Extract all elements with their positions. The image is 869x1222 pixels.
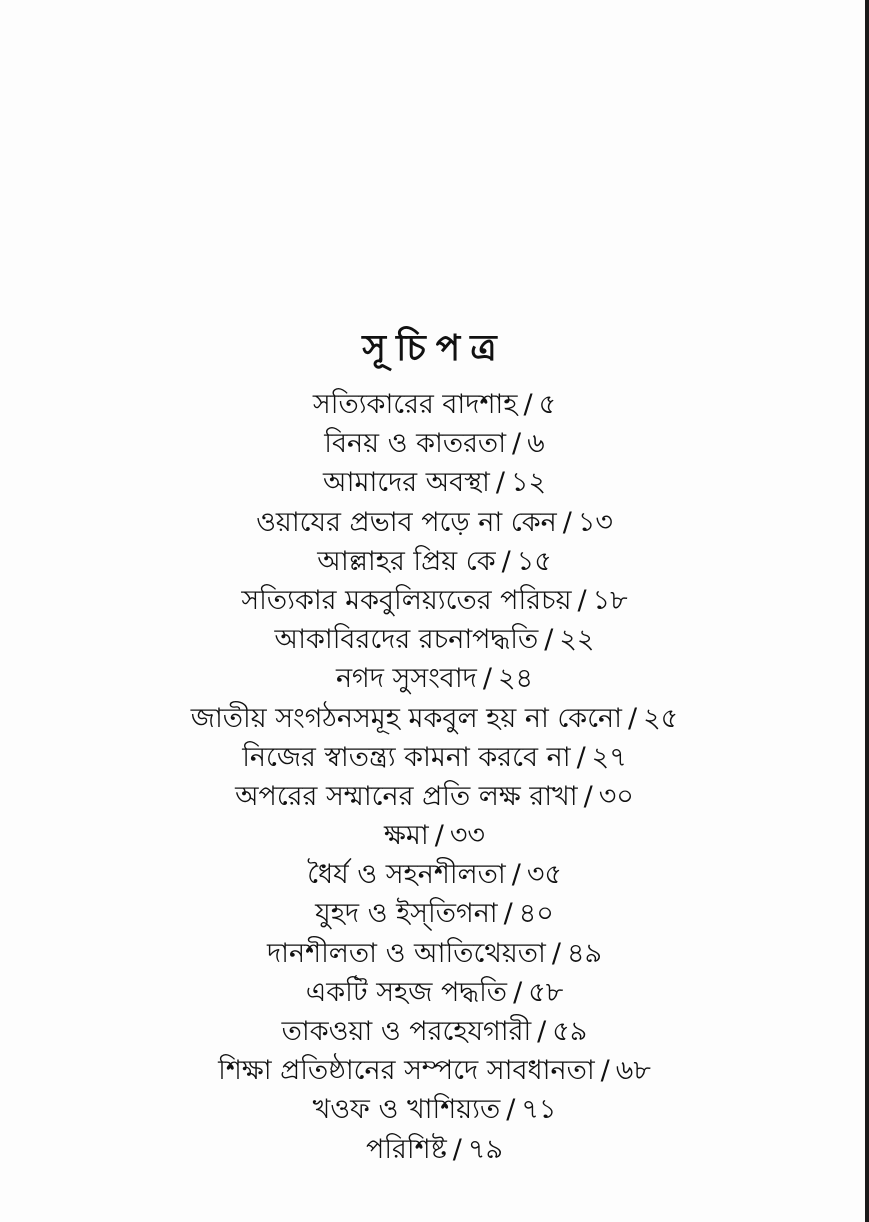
toc-entry-title: দানশীলতা ও আতিথেয়তা <box>266 937 546 969</box>
toc-entry <box>0 777 869 816</box>
toc-entry-page: ৫৮ <box>528 976 564 1008</box>
toc-entry <box>0 699 869 738</box>
toc-entry <box>0 738 869 777</box>
toc-entry-title: ধৈর্য ও সহনশীলতা <box>307 859 506 891</box>
toc-separator: / <box>452 1133 462 1165</box>
toc-entry-page: ৪৯ <box>566 937 603 969</box>
toc-entry <box>0 1130 869 1169</box>
toc-entry-title: সত্যিকারের বাদশাহ <box>312 389 518 420</box>
toc-entry-page: ২৫ <box>643 702 679 734</box>
toc-separator: / <box>512 428 522 460</box>
toc-separator: / <box>495 467 505 499</box>
toc-separator: / <box>583 780 593 812</box>
toc-separator: / <box>513 976 523 1008</box>
toc-entry <box>0 503 869 542</box>
toc-entry-page: ১৩ <box>577 506 613 538</box>
toc-entry <box>0 385 869 424</box>
toc-entry <box>0 855 869 894</box>
toc-separator: / <box>562 506 572 538</box>
toc-separator: / <box>600 1055 610 1087</box>
toc-entry <box>0 934 869 973</box>
toc-entry <box>0 1090 869 1129</box>
page-title: সূচিপত্র <box>362 328 507 370</box>
toc-entry-title: আকাবিরদের রচনাপদ্ধতি <box>274 624 539 656</box>
toc-entry-page: ১২ <box>510 467 547 499</box>
toc-separator: / <box>506 1094 516 1126</box>
toc-separator: / <box>551 937 561 969</box>
toc-separator: / <box>511 859 521 891</box>
toc-entry-title: অপরের সম্মানের প্রতি লক্ষ রাখা <box>235 780 578 812</box>
toc-entry-page: ১৮ <box>592 584 628 616</box>
toc-entry-page: ৫৯ <box>552 1016 588 1047</box>
toc-entry <box>0 424 869 463</box>
toc-entry-title: ক্ষমা <box>384 820 429 852</box>
toc-separator: / <box>501 545 511 577</box>
toc-entry-page: ৩৩ <box>449 820 485 852</box>
toc-entry-page: ২২ <box>559 624 595 656</box>
toc-entry-page: ৪০ <box>518 898 554 930</box>
toc-entry <box>0 620 869 659</box>
toc-entry <box>0 542 869 581</box>
toc-entry-page: ৫ <box>538 389 557 420</box>
toc-entry <box>0 581 869 620</box>
toc-entry-title: নিজের স্বাতন্ত্র্য কামনা করবে না <box>242 741 571 773</box>
toc-entry-title: নগদ সুসংবাদ <box>335 663 477 695</box>
toc-entry <box>0 1012 869 1051</box>
toc-entry-title: জাতীয় সংগঠনসমূহ মকবুল হয় না কেনো <box>190 702 622 734</box>
toc-entry-title: একটি সহজ পদ্ধতি <box>305 976 508 1008</box>
toc-separator: / <box>576 741 586 773</box>
toc-entry <box>0 1051 869 1090</box>
toc-entry <box>0 894 869 933</box>
toc-separator: / <box>628 702 638 734</box>
toc-entry-page: ৩৫ <box>526 859 562 891</box>
toc-entry-page: ৬ <box>527 428 545 460</box>
toc-separator: / <box>544 624 554 656</box>
toc-entry-page: ৬৮ <box>615 1055 651 1087</box>
toc-entry-title: সত্যিকার মকবুলিয়্যতের পরিচয় <box>241 584 572 616</box>
toc-entry-title: বিনয় ও কাতরতা <box>324 428 507 460</box>
toc-separator: / <box>523 389 533 420</box>
toc-entry-title: যুহদ ও ইস্‌তিগনা <box>315 898 498 930</box>
toc-entry-title: শিক্ষা প্রতিষ্ঠানের সম্পদে সাবধানতা <box>218 1055 595 1087</box>
toc-entry <box>0 659 869 698</box>
toc-entry-title: আমাদের অবস্থা <box>322 467 490 499</box>
toc-entry-page: ৭১ <box>521 1094 557 1126</box>
toc-entry-page: ৩০ <box>598 780 634 812</box>
toc-entry-page: ১৫ <box>516 545 552 577</box>
toc-separator: / <box>434 820 444 852</box>
toc-entry-page: ২৭ <box>591 741 627 773</box>
toc-entry <box>0 973 869 1012</box>
toc-entry <box>0 816 869 855</box>
table-of-contents <box>0 385 869 1169</box>
toc-separator: / <box>503 898 513 930</box>
toc-separator: / <box>537 1016 547 1047</box>
toc-entry-title: ওয়াযের প্রভাব পড়ে না কেন <box>256 506 557 538</box>
toc-entry-title: আল্লাহর প্রিয় কে <box>317 545 496 577</box>
toc-separator: / <box>577 584 587 616</box>
toc-entry-title: পরিশিষ্ট <box>366 1133 447 1165</box>
toc-entry <box>0 463 869 502</box>
toc-entry-title: তাকওয়া ও পরহেযগারী <box>281 1016 532 1047</box>
toc-entry-page: ৭৯ <box>467 1133 503 1165</box>
toc-entry-title: খওফ ও খাশিয়্যত <box>312 1094 501 1126</box>
toc-entry-page: ২৪ <box>497 663 534 695</box>
toc-separator: / <box>482 663 492 695</box>
